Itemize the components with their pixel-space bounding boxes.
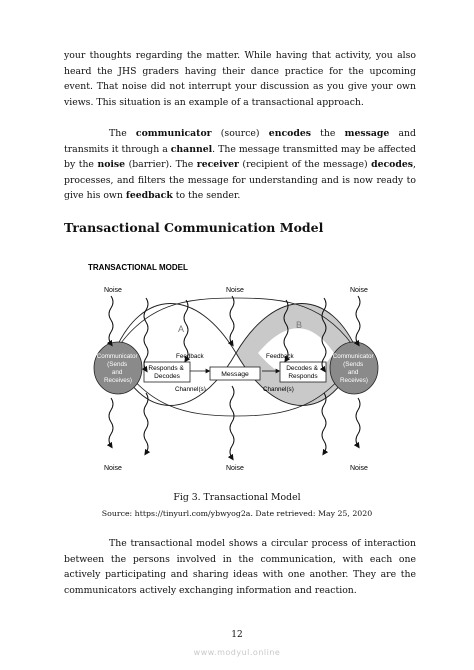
noise-label-top-center: Noise (226, 287, 244, 294)
term-communicator: communicator (135, 128, 212, 139)
label-line: Responds & (148, 365, 184, 372)
transactional-model-diagram (86, 258, 386, 476)
text-run: and transmits it through a (64, 128, 416, 155)
watermark: www.modyul.online (193, 648, 281, 657)
text-run: (source) (211, 128, 269, 139)
text-run: (recipient of the message) (238, 159, 372, 170)
term-encodes: encodes (268, 128, 311, 139)
text-run: , processes, and filters the message for understanding and is now ready to give his own (64, 159, 416, 201)
page-number: 12 (231, 630, 243, 640)
left-communicator-node (94, 342, 142, 394)
figure-caption: Fig 3. Transactional Model (173, 492, 301, 503)
noise-arrow-10 (230, 386, 234, 458)
noise-arrow-1 (109, 296, 113, 344)
term-channel: channel (170, 143, 213, 155)
label-line: Receives) (104, 377, 132, 384)
term-noise: noise (97, 159, 126, 170)
feedback-label-right: Feedback (266, 353, 294, 360)
noise-arrow-8 (109, 398, 113, 446)
label-line: Communicator (332, 353, 374, 360)
term-feedback: feedback (125, 190, 173, 201)
text-run: the (310, 128, 345, 139)
label-line: and (347, 369, 359, 376)
transactional-model-figure (86, 258, 386, 476)
label-line: Communicator (96, 353, 138, 360)
paragraph-intro: your thoughts regarding the matter. While having that activity, you also heard the JHS graders having their dance practice for the upcoming event. That noise did not interrupt your discussion as you give your own views. This situation is an example of a transactional approach. (64, 50, 416, 108)
noise-label-top-left: Noise (104, 287, 122, 294)
region-b-label: B (296, 320, 303, 330)
label-line: Decodes & (286, 365, 318, 372)
message-label: Message (221, 371, 249, 378)
noise-label-top-right: Noise (350, 287, 368, 294)
label-line: (Sends (107, 361, 128, 368)
section-title: Transactional Communication Model (64, 220, 324, 235)
term-receiver: receiver (196, 159, 239, 170)
paragraph-communicator (64, 126, 416, 204)
term-message: message (344, 128, 390, 139)
text-run: . The message transmitted may be affected by the (64, 143, 416, 170)
paragraph-summary: The transactional model shows a circular process of interaction between the persons involved in the communication, with each one actively participating and sharing ideas with one another. They are the communicators actively exchanging information and reaction. (64, 538, 416, 596)
channel-label-right: Channel(s) (263, 386, 294, 393)
decodes-responds-label (286, 365, 320, 380)
text-run: to the sender. (172, 190, 241, 201)
noise-arrow-9 (144, 393, 148, 453)
noise-arrow-11 (322, 393, 326, 453)
label-line: Responds (288, 373, 318, 380)
diagram-title: TRANSACTIONAL MODEL (88, 263, 188, 272)
noise-label-bottom-left: Noise (104, 465, 122, 472)
noise-arrow-4 (230, 296, 234, 344)
noise-label-bottom-right: Noise (350, 465, 368, 472)
figure-source: Source: https://tinyurl.com/ybwyog2a. Date retrieved: May 25, 2020 (101, 509, 373, 518)
label-line: and (111, 369, 123, 376)
label-line: (Sends (343, 361, 364, 368)
term-decodes: decodes (371, 159, 414, 170)
region-a-label: A (178, 324, 185, 334)
noise-label-bottom-center: Noise (226, 465, 244, 472)
feedback-label-left: Feedback (176, 353, 204, 360)
noise-arrow-7 (356, 296, 360, 344)
channel-label-left: Channel(s) (175, 386, 206, 393)
label-line: Receives) (340, 377, 368, 384)
noise-arrow-12 (356, 398, 360, 446)
right-communicator-node (330, 342, 378, 394)
text-run: The (109, 128, 136, 139)
text-run: (barrier). The (125, 159, 197, 170)
label-line: Decodes (154, 373, 180, 380)
